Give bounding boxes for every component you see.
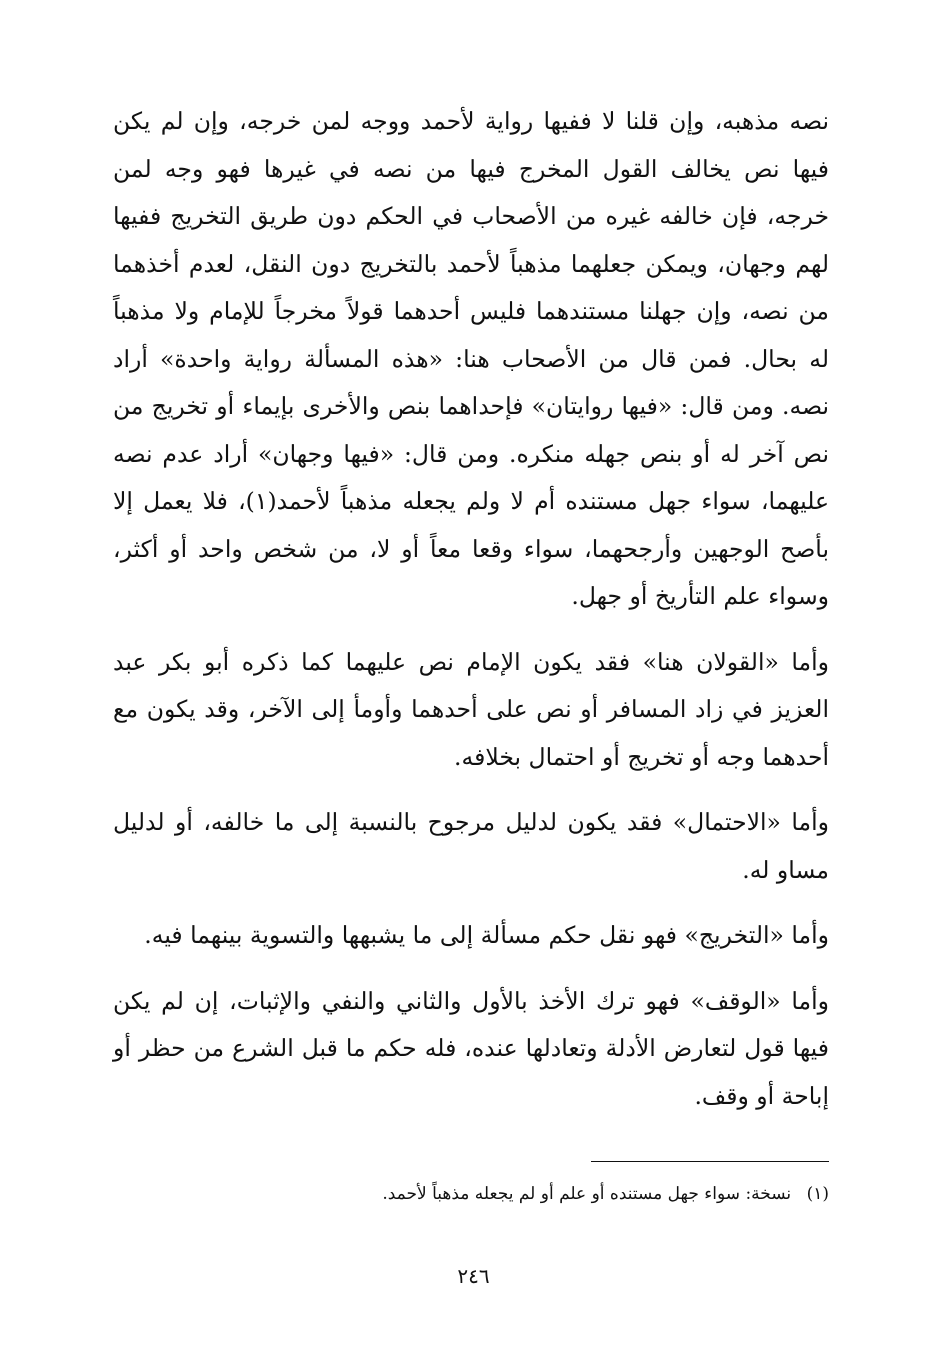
- footnote-divider: [591, 1161, 829, 1162]
- page-number: ٢٤٦: [457, 1264, 490, 1288]
- footnote-text: نسخة: سواء جهل مستنده أو علم أو لم يجعله مذهباً لأحمد.: [382, 1184, 792, 1204]
- paragraph-1: نصه مذهبه، وإن قلنا لا ففيها رواية لأحمد ووجه لمن خرجه، وإن لم يكن فيها نص يخالف القول المخرج فيها من نصه في غيرها فهو وجه لمن خرجه، فإن خالفه غيره من الأصحاب في الحكم دون طريق التخريج ففيها لهم وجهان، ويمكن جعلهما مذهباً لأحمد بالتخريج دون النقل، لعدم أخذهما من نصه، وإن جهلنا مستندهما فليس أحدهما قولاً مخرجاً للإمام ولا مذهباً له بحال. فمن قال من الأصحاب هنا: «هذه المسألة رواية واحدة» أراد نصه. ومن قال: «فيها روايتان» فإحداهما بنص والأخرى بإيماء أو تخريج من نص آخر له أو بنص جهله منكره. ومن قال: «فيها وجهان» أراد عدم نصه عليهما، سواء جهل مستنده أم لا ولم يجعله مذهباً لأحمد(١)، فلا يعمل إلا بأصح الوجهين وأرجحهما، سواء وقعا معاً أو لا، من شخص واحد أو أكثر، وسواء علم التأريخ أو جهل.: [113, 107, 829, 610]
- paragraph-4: وأما «التخريج» فهو نقل حكم مسألة إلى ما يشبهها والتسوية بينهما فيه.: [144, 921, 829, 949]
- footnote-marker: (١): [806, 1184, 829, 1204]
- paragraph-5: وأما «الوقف» فهو ترك الأخذ بالأول والثاني والنفي والإثبات، إن لم يكن فيها قول لتعارض الأدلة وتعادلها عنده، فله حكم ما قبل الشرع من حظر أو إباحة أو وقف.: [113, 986, 829, 1110]
- main-text-block: [113, 98, 829, 1120]
- footnote: [113, 1180, 829, 1208]
- paragraph-3: وأما «الاحتمال» فقد يكون لدليل مرجوح بالنسبة إلى ما خالفه، أو لدليل مساو له.: [113, 808, 829, 884]
- paragraph-2: وأما «القولان هنا» فقد يكون الإمام نص عليهما كما ذكره أبو بكر عبد العزيز في زاد المسافر أو نص على أحدهما وأومأ إلى الآخر، وقد يكون مع أحدهما وجه أو تخريج أو احتمال بخلافه.: [113, 647, 829, 771]
